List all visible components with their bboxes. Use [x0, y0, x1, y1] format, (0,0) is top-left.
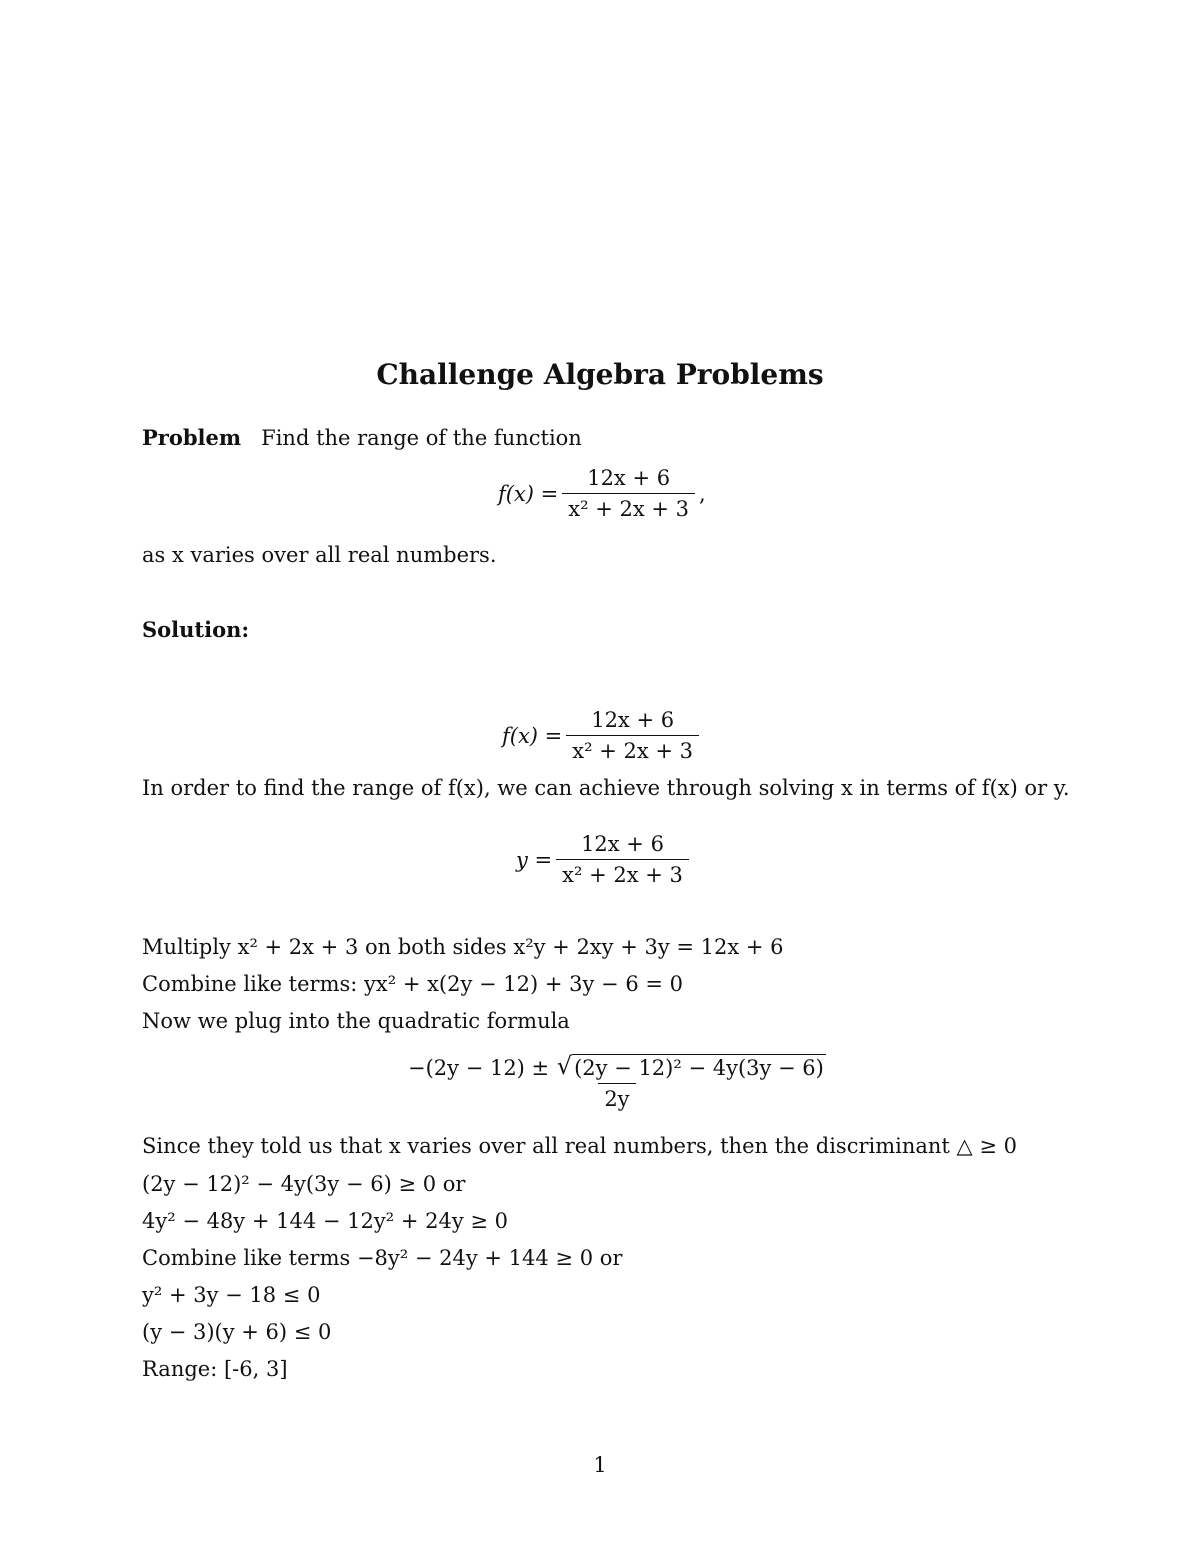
sqrt-icon: √ [549, 1052, 573, 1080]
problem-text: Find the range of the function [261, 426, 582, 450]
solution-line-ineq2: 4y² − 48y + 144 − 12y² + 24y ≥ 0 [142, 1209, 508, 1233]
solution-label: Solution: [142, 617, 250, 642]
page-number: 1 [593, 1453, 607, 1477]
problem-fraction-denominator: x² + 2x + 3 [562, 493, 695, 521]
page-title: Challenge Algebra Problems [376, 358, 824, 391]
solution-line-combine2: Combine like terms −8y² − 24y + 144 ≥ 0 or [142, 1246, 623, 1270]
problem-equation-comma: , [699, 481, 706, 506]
solution-line-ineq4: (y − 3)(y + 6) ≤ 0 [142, 1320, 332, 1344]
problem-statement [142, 425, 582, 450]
solution-equation-2-lhs: y = [516, 847, 553, 872]
solution-fraction-2-denominator: x² + 2x + 3 [556, 859, 689, 887]
quadratic-numerator [402, 1052, 832, 1083]
solution-equation-1-lhs: f(x) = [502, 723, 563, 748]
solution-equation-2 [516, 832, 693, 887]
quadratic-radicand: (2y − 12)² − 4y(3y − 6) [574, 1056, 824, 1080]
solution-fraction-2-numerator: 12x + 6 [581, 832, 664, 856]
solution-line-multiply: Multiply x² + 2x + 3 on both sides x²y + 2xy + 3y = 12x + 6 [142, 935, 784, 959]
solution-fraction-2 [556, 832, 689, 887]
solution-fraction-1 [566, 708, 699, 763]
solution-fraction-1-denominator: x² + 2x + 3 [566, 735, 699, 763]
problem-equation-lhs: f(x) = [498, 481, 559, 506]
solution-line-ineq1: (2y − 12)² − 4y(3y − 6) ≥ 0 or [142, 1172, 466, 1196]
problem-domain-text: as x varies over all real numbers. [142, 543, 497, 567]
problem-equation [498, 466, 706, 521]
solution-line-range: Range: [-6, 3] [142, 1357, 288, 1381]
solution-line-order: In order to find the range of f(x), we can achieve through solving x in terms of f(x) or y. [142, 776, 1070, 800]
problem-label: Problem [142, 425, 242, 450]
solution-line-combine: Combine like terms: yx² + x(2y − 12) + 3y − 6 = 0 [142, 972, 683, 996]
solution-line-ineq3: y² + 3y − 18 ≤ 0 [142, 1283, 321, 1307]
quadratic-formula [398, 1052, 836, 1111]
quadratic-fraction [402, 1052, 832, 1111]
solution-line-plug: Now we plug into the quadratic formula [142, 1009, 570, 1033]
solution-equation-1 [502, 708, 703, 763]
quadratic-numerator-left: −(2y − 12) ± [408, 1056, 550, 1080]
quadratic-denominator: 2y [598, 1083, 635, 1111]
solution-fraction-1-numerator: 12x + 6 [591, 708, 675, 732]
problem-fraction-numerator: 12x + 6 [587, 466, 671, 490]
problem-fraction [562, 466, 695, 521]
solution-line-since: Since they told us that x varies over all real numbers, then the discriminant △ ≥ 0 [142, 1134, 1017, 1158]
